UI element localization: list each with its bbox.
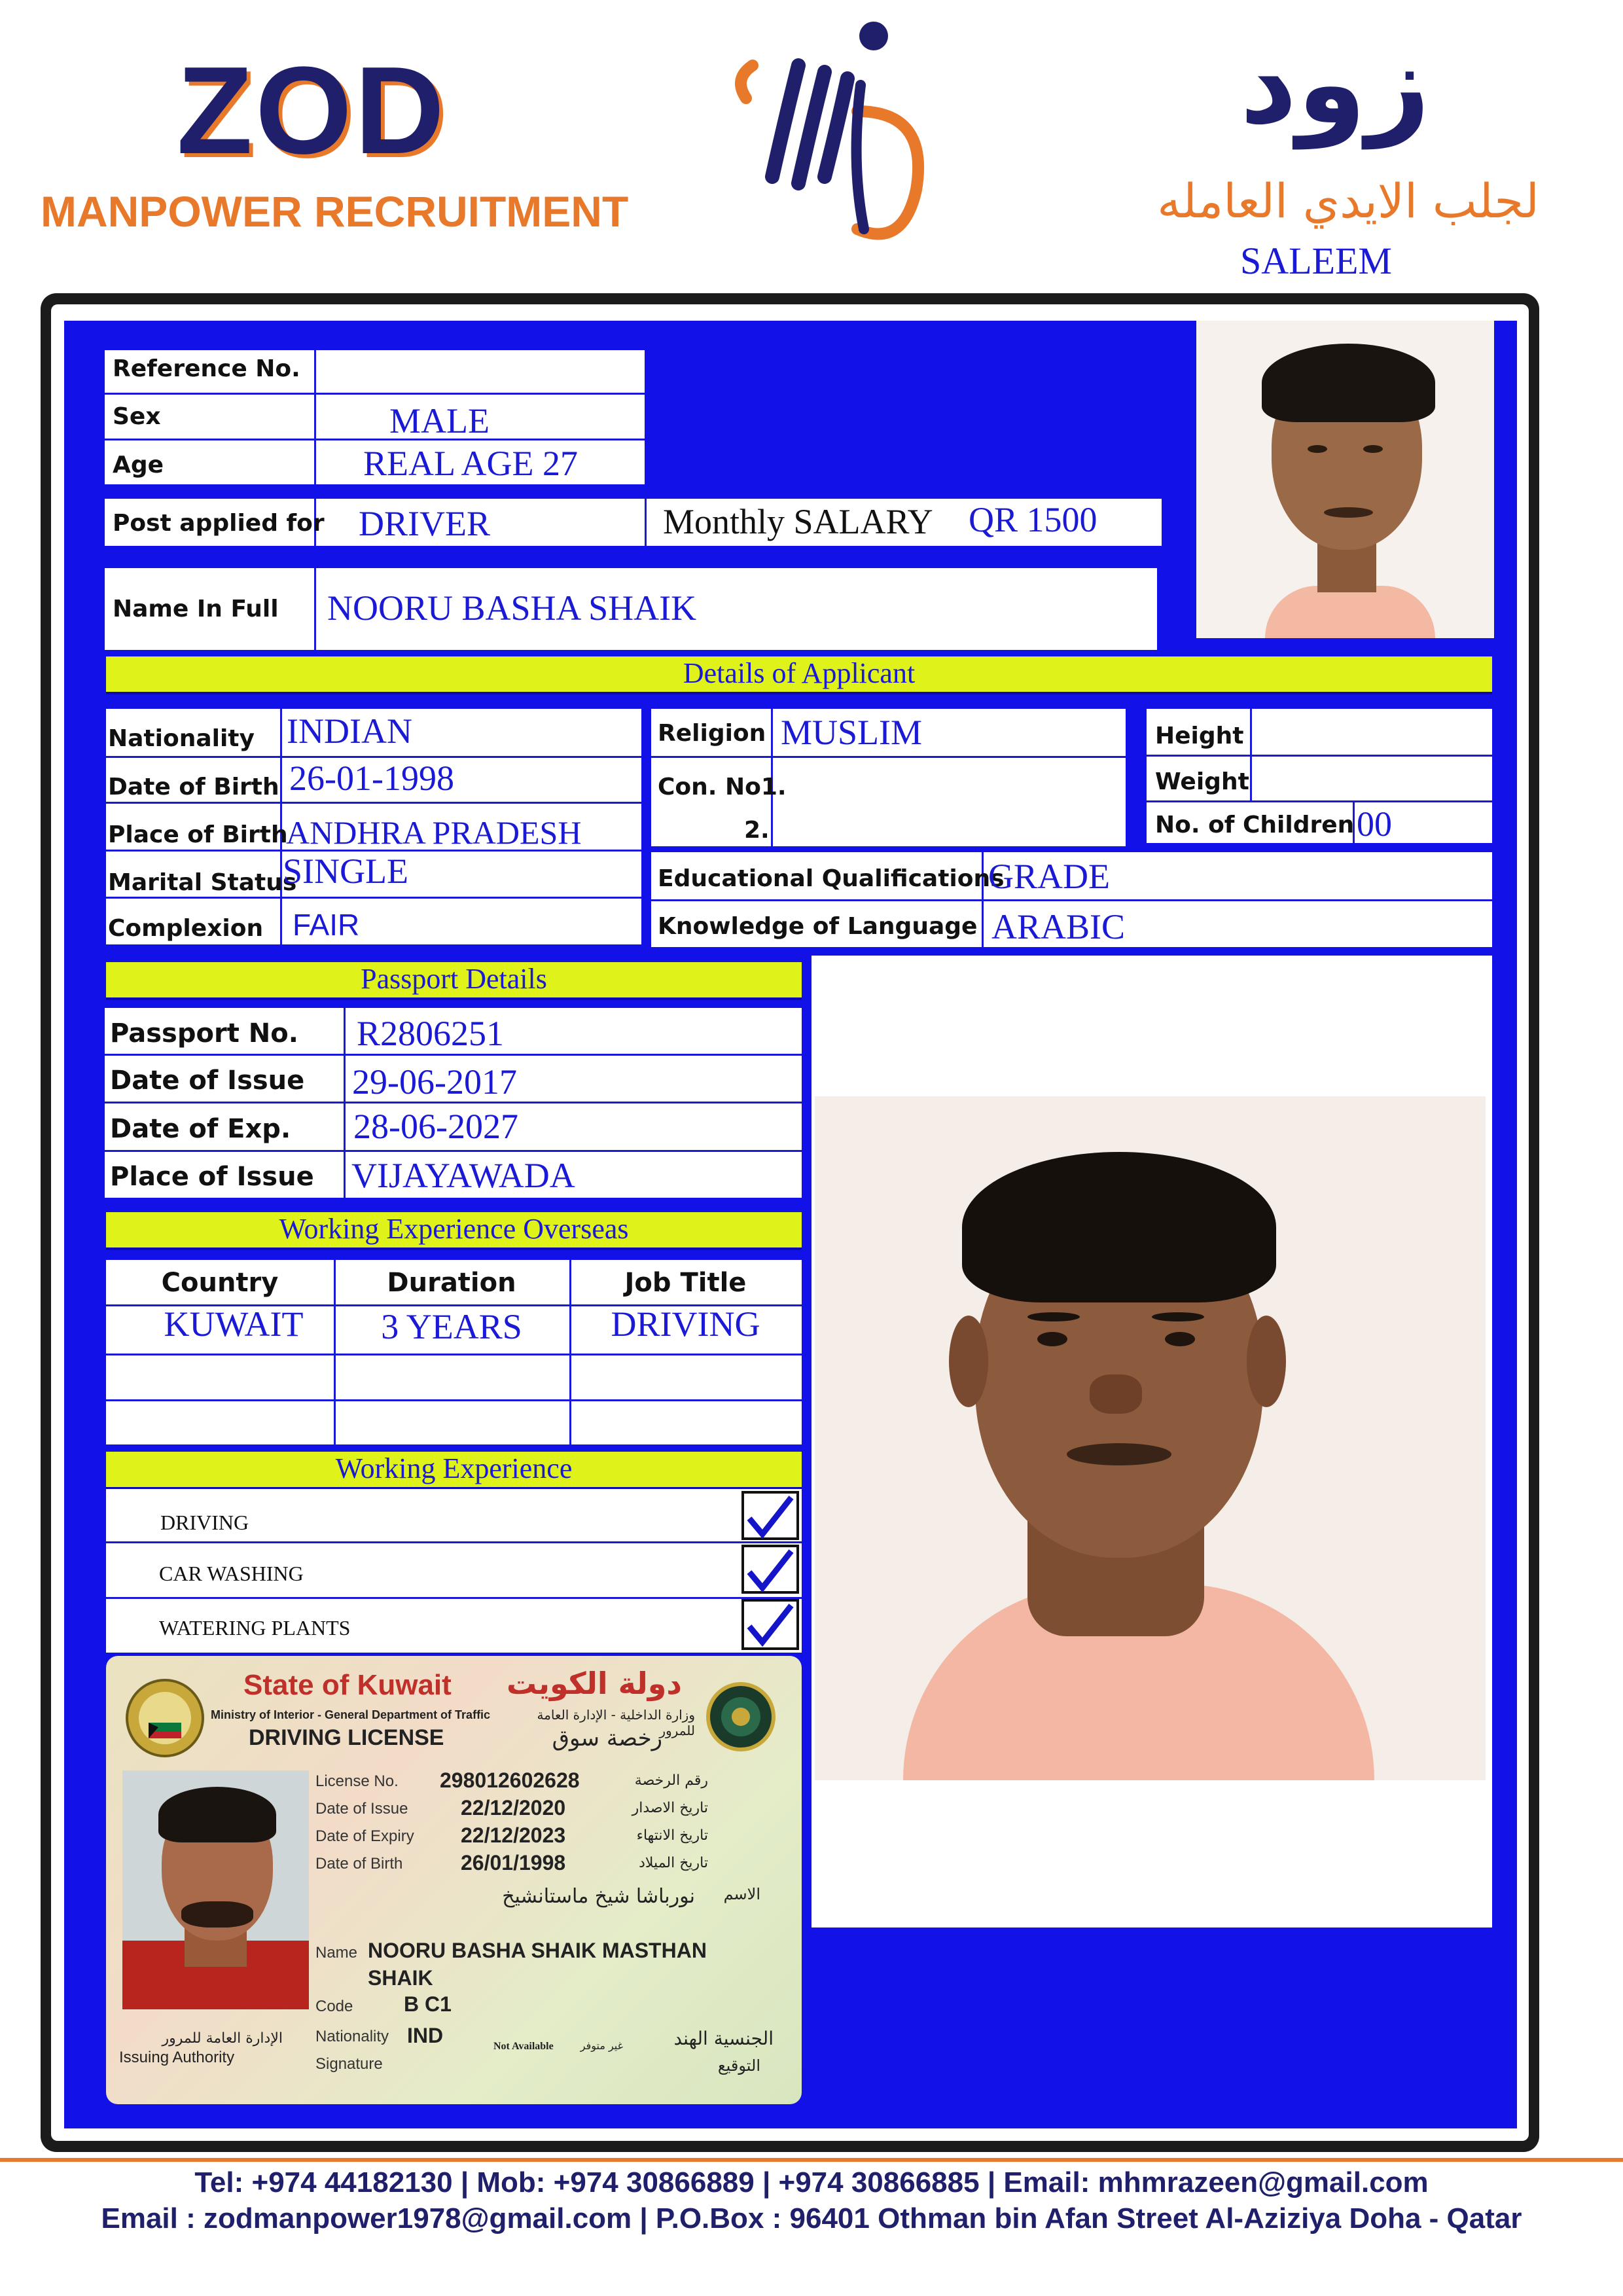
passport-no-value: R2806251 bbox=[357, 1014, 505, 1053]
experience-title: Working Experience bbox=[106, 1452, 802, 1490]
check-icon bbox=[744, 1602, 796, 1647]
nationality-value: INDIAN bbox=[287, 711, 412, 751]
experience-item-2: CAR WASHING bbox=[159, 1562, 304, 1585]
details-title: Details of Applicant bbox=[106, 656, 1492, 694]
pob-label: Place of Birth bbox=[108, 821, 288, 848]
lang-value: ARABIC bbox=[991, 907, 1126, 946]
passport-exp-label: Date of Exp. bbox=[110, 1114, 291, 1144]
con1-label: Con. No1. bbox=[658, 774, 787, 800]
experience-item-3: WATERING PLANTS bbox=[159, 1616, 351, 1640]
passport-place-label: Place of Issue bbox=[110, 1162, 314, 1192]
overseas-duration: 3 YEARS bbox=[381, 1307, 522, 1346]
overseas-header-job: Job Title bbox=[624, 1268, 747, 1298]
license-name-line1: NOORU BASHA SHAIK MASTHAN bbox=[368, 1939, 707, 1962]
religion-value: MUSLIM bbox=[781, 713, 923, 752]
footer-line-1: Tel: +974 44182130 | Mob: +974 30866889 | +974 30866885 | Email: mhmrazeen@gmail.com bbox=[194, 2166, 1429, 2198]
license-ministry-ar: وزارة الداخلية - الإدارة العامة للمرور bbox=[537, 1707, 695, 1738]
post-value: DRIVER bbox=[359, 504, 490, 543]
passport-no-label: Passport No. bbox=[110, 1018, 298, 1049]
license-birth-value: 26/01/1998 bbox=[461, 1851, 566, 1874]
footer-divider bbox=[0, 2158, 1623, 2162]
logo-text-ar: زود bbox=[1240, 20, 1431, 149]
checkbox-watering-plants[interactable] bbox=[741, 1599, 799, 1650]
applicant-photo-large bbox=[812, 956, 1492, 1928]
pob-value: ANDHRA PRADESH bbox=[286, 814, 582, 851]
dob-value: 26-01-1998 bbox=[289, 759, 454, 798]
salary-value: QR 1500 bbox=[969, 500, 1097, 539]
children-value: 00 bbox=[1357, 804, 1392, 844]
overseas-title: Working Experience Overseas bbox=[106, 1212, 802, 1250]
children-label: No. of Children bbox=[1155, 812, 1355, 838]
edu-value: GRADE bbox=[988, 857, 1110, 896]
passport-issue-value: 29-06-2017 bbox=[352, 1062, 517, 1102]
license-not-available: Not Available bbox=[493, 2041, 554, 2052]
religion-label: Religion bbox=[658, 720, 766, 747]
salary-label: Monthly SALARY bbox=[663, 502, 933, 541]
license-expiry-ar: تاريخ الانتهاء bbox=[636, 1827, 708, 1844]
license-issue-label: Date of Issue bbox=[315, 1800, 408, 1818]
license-name-line2: SHAIK bbox=[368, 1966, 433, 1990]
overseas-job: DRIVING bbox=[611, 1304, 760, 1344]
agent-name: SALEEM bbox=[1240, 240, 1392, 282]
marital-value: SINGLE bbox=[283, 852, 408, 891]
license-issue-ar: تاريخ الاصدار bbox=[632, 1800, 708, 1816]
overseas-country: KUWAIT bbox=[164, 1304, 304, 1344]
check-icon bbox=[744, 1547, 796, 1593]
checkbox-driving[interactable] bbox=[741, 1491, 799, 1540]
license-sig-label: Signature bbox=[315, 2055, 383, 2073]
license-state-ar: دولة الكويت bbox=[507, 1666, 682, 1701]
sex-value: MALE bbox=[389, 401, 490, 440]
footer-line-2: Email : zodmanpower1978@gmail.com | P.O.Box : 96401 Othman bin Afan Street Al-Aziziya Doha - Qatar bbox=[101, 2202, 1522, 2234]
height-label: Height bbox=[1155, 723, 1244, 749]
weight-label: Weight bbox=[1155, 768, 1249, 795]
license-expiry-value: 22/12/2023 bbox=[461, 1823, 566, 1847]
license-no-ar: رقم الرخصة bbox=[634, 1772, 708, 1789]
brand-logo-icon bbox=[726, 13, 942, 262]
dob-label: Date of Birth bbox=[108, 774, 279, 800]
license-code-label: Code bbox=[315, 1998, 353, 2015]
age-value: REAL AGE 27 bbox=[363, 444, 578, 483]
con2-label: 2. bbox=[744, 817, 770, 844]
license-no-label: License No. bbox=[315, 1772, 399, 1790]
name-value: NOORU BASHA SHAIK bbox=[327, 588, 697, 628]
edu-label: Educational Qualifications bbox=[658, 865, 1005, 892]
overseas-header-duration: Duration bbox=[387, 1268, 516, 1298]
license-ministry-en: Ministry of Interior - General Department of Traffic bbox=[211, 1708, 491, 1721]
license-no-value: 298012602628 bbox=[440, 1768, 580, 1792]
license-type-en: DRIVING LICENSE bbox=[249, 1725, 444, 1750]
passport-exp-value: 28-06-2027 bbox=[353, 1107, 518, 1146]
nationality-label: Nationality bbox=[108, 725, 255, 752]
license-name-label: Name bbox=[315, 1944, 358, 1962]
license-issuing-en: Issuing Authority bbox=[119, 2049, 235, 2066]
complexion-value: FAIR bbox=[293, 908, 360, 942]
license-not-available-ar: غير متوفر bbox=[580, 2039, 623, 2052]
license-photo bbox=[122, 1770, 309, 2009]
license-state-en: State of Kuwait bbox=[243, 1669, 452, 1701]
license-name-ar: نورباشا شيخ ماستانشيخ bbox=[502, 1885, 695, 1908]
gcc-emblem-icon bbox=[705, 1681, 777, 1753]
logo-subtitle-en: MANPOWER RECRUITMENT bbox=[41, 187, 629, 236]
license-nat-ar: الجنسية الهند bbox=[673, 2028, 774, 2049]
ref-label: Reference No. bbox=[113, 355, 300, 382]
driving-license-card bbox=[106, 1656, 802, 2104]
license-expiry-label: Date of Expiry bbox=[315, 1827, 414, 1845]
experience-item-1: DRIVING bbox=[160, 1511, 249, 1534]
sex-label: Sex bbox=[113, 403, 161, 430]
logo-text-en: ZOD bbox=[177, 41, 448, 180]
checkbox-car-washing[interactable] bbox=[741, 1545, 799, 1594]
passport-issue-label: Date of Issue bbox=[110, 1066, 305, 1096]
lang-label: Knowledge of Language bbox=[658, 913, 978, 940]
license-issue-value: 22/12/2020 bbox=[461, 1796, 566, 1820]
age-label: Age bbox=[113, 452, 164, 478]
license-code-value: B C1 bbox=[404, 1992, 452, 2016]
license-type-ar: رخصة سوق bbox=[552, 1725, 662, 1751]
marital-label: Marital Status bbox=[108, 869, 297, 896]
license-sig-ar: التوقيع bbox=[717, 2056, 760, 2075]
overseas-header-country: Country bbox=[161, 1268, 279, 1298]
license-name-ar-label: الاسم bbox=[723, 1885, 760, 1903]
license-issuing-ar: الإدارة العامة للمرور bbox=[162, 2030, 283, 2047]
name-label: Name In Full bbox=[113, 596, 279, 622]
passport-title: Passport Details bbox=[106, 962, 802, 1000]
license-birth-label: Date of Birth bbox=[315, 1855, 403, 1873]
license-birth-ar: تاريخ الميلاد bbox=[639, 1855, 708, 1871]
check-icon bbox=[744, 1494, 796, 1539]
license-nat-value: IND bbox=[407, 2024, 444, 2047]
license-nat-label: Nationality bbox=[315, 2028, 389, 2045]
passport-place-value: VIJAYAWADA bbox=[351, 1156, 575, 1195]
kuwait-emblem-icon bbox=[122, 1676, 207, 1761]
applicant-photo-small bbox=[1196, 321, 1494, 638]
logo-subtitle-ar: لجلب الايدي العامله bbox=[1157, 173, 1539, 228]
post-label: Post applied for bbox=[113, 510, 325, 537]
complexion-label: Complexion bbox=[108, 915, 264, 942]
